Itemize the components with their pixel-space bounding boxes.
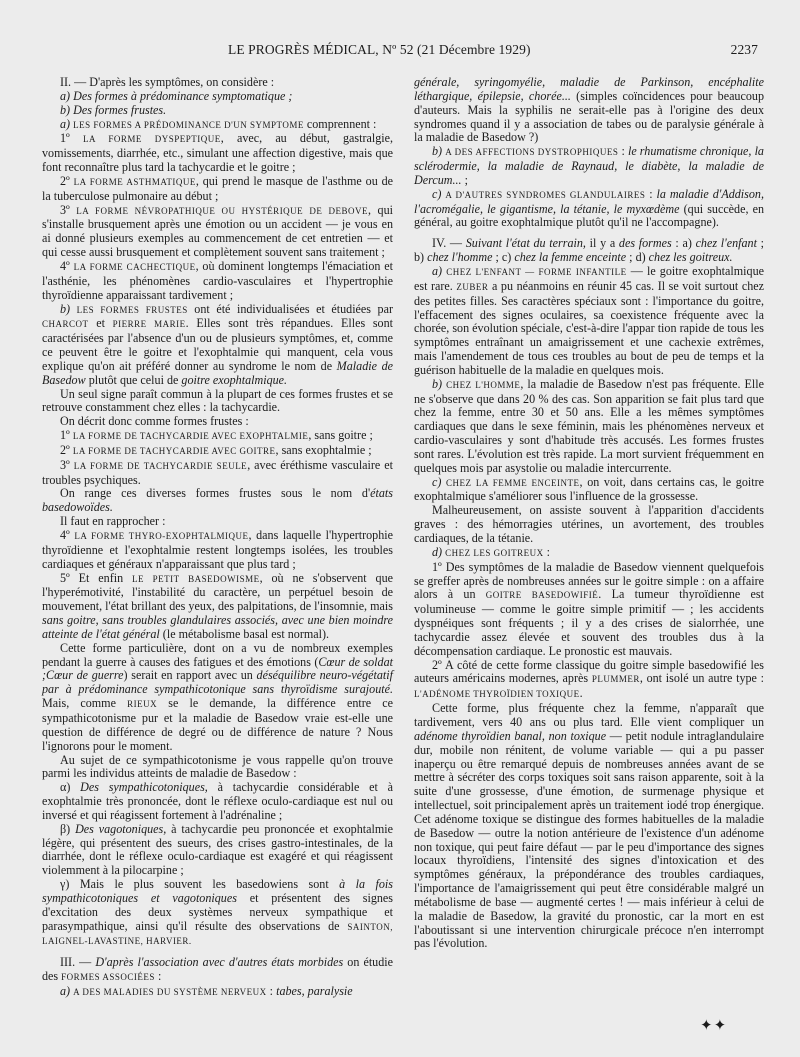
paragraph: a) CHEZ L'ENFANT — FORME INFANTILE — le goitre exophtalmique est rare. ZUBER a pu néanmoins en réunir 45 cas. Il se voit surtout chez des petites filles. Ses caractères spéciaux sont : l'importance du goitre, l'effacement des signes oculaires, sa coexistence fréquente avec la chorée, son évolution spéciale, c'est-à-dire l'appar tion rapide de tous les symptômes entraînant un amaigrissement et une cachexie extrêmes, mais l'amendement de tous ces troubles au bout de peu de temps et la guérison habituelle de la maladie en quelques mois. — [414, 263, 765, 377]
paragraph: 1º LA FORME DE TACHYCARDIE AVEC EXOPHTALMIE, sans goitre ; — [60, 428, 373, 443]
paragraph: Un seul signe paraît commun à la plupart de ces formes frustes et se retrouve constamment chez elles : la tachycardie. — [42, 386, 393, 415]
paragraph: a) A DES MALADIES DU SYSTÈME NERVEUX : tabes, paralysie — [60, 984, 353, 998]
paragraph: Malheureusement, on assiste souvent à l'apparition d'accidents graves : des hémorragies utérines, un avortement, des troubles cardiaques, de la tétanie. — [414, 503, 764, 545]
paragraph: 2º LA FORME DE TACHYCARDIE AVEC GOITRE, sans exophtalmie ; — [60, 442, 372, 457]
paragraph: 4º LA FORME CACHECTIQUE, où dominent longtemps l'émaciation et l'asthénie, les phénomènes cardio-vasculaires et l'hypertrophie thyroïdienne apparaissant tardivement ; — [42, 258, 393, 302]
left-column — [42, 76, 393, 1000]
paragraph: 3º LA FORME NÉVROPATHIQUE OU HYSTÉRIQUE DE DEBOVE, qui s'installe brusquement après une émotion ou un accident — je vous en ai donné plusieurs exemples au commencement de cet entretien — et qui cesse aussi brusquement et complètement souvent sans traitement ; — [42, 202, 393, 260]
paragraph: On décrit donc comme formes frustes : — [60, 414, 249, 429]
paragraph: b) CHEZ L'HOMME, la maladie de Basedow n'est pas fréquente. Elle ne s'observe que dans 20 % des cas. Son apparition se fait plus tard que chez la femme, entre 30 et 50 ans. Elle a les mêmes symptômes cardiaques que dans le sexe féminin, mais les phénomènes nerveux et cardio-vasculaires y sont d'habitude très accusés. Les formes frustes sont rares. L'évolution est très rapide. La mort survient fréquemment en quelques mois par asystolie ou maladie intercurrente. — [414, 376, 764, 475]
paragraph: c) A D'AUTRES SYNDROMES GLANDULAIRES : la maladie d'Addison, l'acromégalie, le gigantisme, la tétanie, le myxœdème (qui succède, en général, au goitre exophtalmique plutôt qu'il ne l'accompagne). — [414, 186, 765, 230]
page-number: 2237 — [730, 42, 758, 57]
section-heading-ii: II. — D'après les symptômes, on considère : — [60, 75, 275, 89]
paragraph: c) CHEZ LA FEMME ENCEINTE, on voit, dans certains cas, le goitre exophtalmique s'améliorer sous l'influence de la grossesse. — [414, 474, 764, 504]
section-heading-iii: III. — D'après l'association avec d'autres états morbides on étudie des FORMES ASSOCIÉES : — [42, 955, 393, 984]
paragraph: b) A DES AFFECTIONS DYSTROPHIQUES : le rhumatisme chronique, la sclérodermie, la maladie de Raynaud, le diabète, la maladie de Dercum... ; — [414, 144, 764, 187]
paragraph: Cette forme particulière, dont on a vu de nombreux exemples pendant la guerre à causes des fatigues et des émotions (Cœur de soldat ;Cœur de guerre) serait en rapport avec un déséquilibre neuro-végétatif par à prédominance sympathicotonique sans thyroïdisme surajouté. Mais, comme RIEUX se le demande, la différence entre ce sympathicotonisme pur et la maladie de Basedow vraie est-elle une question de différence de degré ou de différence de nature ? Nous l'ignorons pour le moment. — [42, 640, 393, 753]
paragraph: 1º LA FORME DYSPEPTIQUE, avec, au début, gastralgie, vomissements, diarrhée, etc., simulant une affection digestive, mais que font reconnaître plus tard la tachycardie et le goitre ; — [42, 131, 393, 175]
paragraph: 3º LA FORME DE TACHYCARDIE SEULE, avec éréthisme vasculaire et troubles psychiques. — [42, 457, 393, 487]
paragraph: 5º Et enfin LE PETIT BASEDOWISME, où ne s'observent que l'hyperémotivité, l'instabilité du caractère, un perpétuel besoin de mouvement, l'état brillant des yeux, des palpitations, de l'insomnie, mais sans goitre, sans troubles glandulaires associés, avec une bien moindre atteinte de l'état général (le métabolisme basal est normal). — [42, 570, 393, 641]
list-item: a) Des formes à prédominance symptomatique ; — [60, 88, 293, 103]
paragraph: β) Des vagotoniques, à tachycardie peu prononcée et exophtalmie légère, qui présentent des sueurs, des crises gastro-intestinales, de la diarrhée, dont le réflexe oculo-cardiaque est exagéré et qui réagissent violemment à la pilocarpine ; — [42, 821, 393, 878]
paragraph: Cette forme, plus fréquente chez la femme, n'apparaît que tardivement, vers 40 ans ou plus tard. Elle vient compliquer un adénome thyroïdien banal, non toxique — petit nodule intraglandulaire dur, mobile non rénitent, de volume variable — qui a pu passer inaperçu ou être remarqué depuis de nombreuses années avant de se mettre à sécréter des corps toxiques soit sans raison apparente, soit à la suite d'une grossesse, d'une émotion, de surmenage physique et intellectuel, soit principalement après un traitement iodé trop énergique. Cet adénome toxique se distingue des formes habituelles de la maladie de Basedow — outre la notion antérieure de l'existence d'un adénome non toxique, qui peut faire défaut — par le peu d'importance des signes locaux thyroïdiens, l'intensité des signes d'intoxication et des symptômes généraux, la prépondérance des troubles cardiaques, l'importance de l'amaigrissement qui peut être considérable malgré un métabolisme de base — augmenté certes ! — mais inférieur à celui de la maladie de Basedow, la gravité du pronostic, car la mort en est l'aboutissant si une intervention chirurgicale précoce n'en interrompt pas l'évolution. — [414, 701, 764, 951]
paragraph: α) Des sympathicotoniques, à tachycardie considérable et à exophtalmie très prononcée, dont le réflexe oculo-cardiaque est nul ou inversé et qui réagissent fortement à l'adrénaline ; — [42, 780, 394, 822]
paragraph: 2º A côté de cette forme classique du goitre simple basedowifié les auteurs américains modernes, après PLUMMER, ont isolé un autre type : L'ADÉNOME THYROÏDIEN TOXIQUE. — [414, 657, 765, 701]
right-column — [414, 76, 764, 951]
paragraph: d) CHEZ LES GOITREUX : — [432, 544, 550, 559]
paragraph: 1º Des symptômes de la maladie de Basedow viennent quelquefois se greffer après de nombreuses années sur le goitre simple : on a affaire alors à un GOITRE BASEDOWIFIÉ. La tumeur thyroïdienne est volumineuse — comme le goitre simple primitif — ; les accidents dyspnéiques sont fréquents ; il y a des crises de sialorrhée, une tachycardie assez élevée et souvent des troubles dus à la décompensation cardiaque. Le pronostic est mauvais. — [414, 559, 764, 658]
running-header — [0, 42, 800, 62]
paragraph: générale, syringomyélie, maladie de Parkinson, encéphalite léthargique, épilepsie, chorée... (simples coïncidences pour beaucoup d'auteurs. Mais la syphilis ne serait-elle pas à l'origine des deux syndromes quand il y a association de tabes ou de paralysie générale à la maladie de Basedow ?) — [414, 75, 764, 145]
paragraph: a) LES FORMES A PRÉDOMINANCE D'UN SYMPTOME comprennent : — [60, 116, 377, 131]
paragraph: γ) Mais le plus souvent les basedowiens sont à la fois sympathicotoniques et vagotoniques et présentent des signes d'excitation des deux systèmes nerveux sympathique et parasympathique, ainsi qu'il résulte des observations de SAINTON, LAIGNEL-LAVASTINE, HARVIER. — [42, 877, 393, 947]
paragraph: 4º LA FORME THYRO-EXOPHTALMIQUE, dans laquelle l'hypertrophie thyroïdienne et l'exophtalmie restent longtemps isolées, les troubles cardiaques et généraux n'apparaissant que plus tard ; — [42, 528, 393, 571]
paragraph: 2º LA FORME ASTHMATIQUE, qui prend le masque de l'asthme ou de la tuberculose pulmonaire au début ; — [42, 173, 394, 203]
paragraph: b) LES FORMES FRUSTES ont été individualisées et étudiées par CHARCOT et PIERRE MARIE. Elles sont très répandues. Elles sont caractérisées par l'absence d'un ou de plusieurs symptômes, et, comme ce peuvent être le goitre et l'exophtalmie qui manquent, cela vous explique qu'on ait préféré donner au syndrome le nom de Maladie de Basedow plutôt que celui de goitre exophtalmique. — [42, 301, 394, 387]
paragraph: Il faut en rapprocher : — [60, 514, 166, 529]
paragraph: On range ces diverses formes frustes sous le nom d'états basedowoïdes. — [42, 486, 393, 515]
section-heading-iv: IV. — Suivant l'état du terrain, il y a des formes : a) chez l'enfant ; b) chez l'homme ; c) chez la femme enceinte ; d) chez les goitreux. — [414, 236, 765, 265]
running-title: LE PROGRÈS MÉDICAL, Nº 52 (21 Décembre 1929) — [228, 42, 531, 57]
paragraph: Au sujet de ce sympathicotonisme je vous rappelle qu'on trouve parmi les individus atteints de maladie de Basedow : — [42, 752, 393, 781]
end-ornament: ✦✦ — [700, 1018, 728, 1034]
list-item: b) Des formes frustes. — [60, 102, 167, 117]
